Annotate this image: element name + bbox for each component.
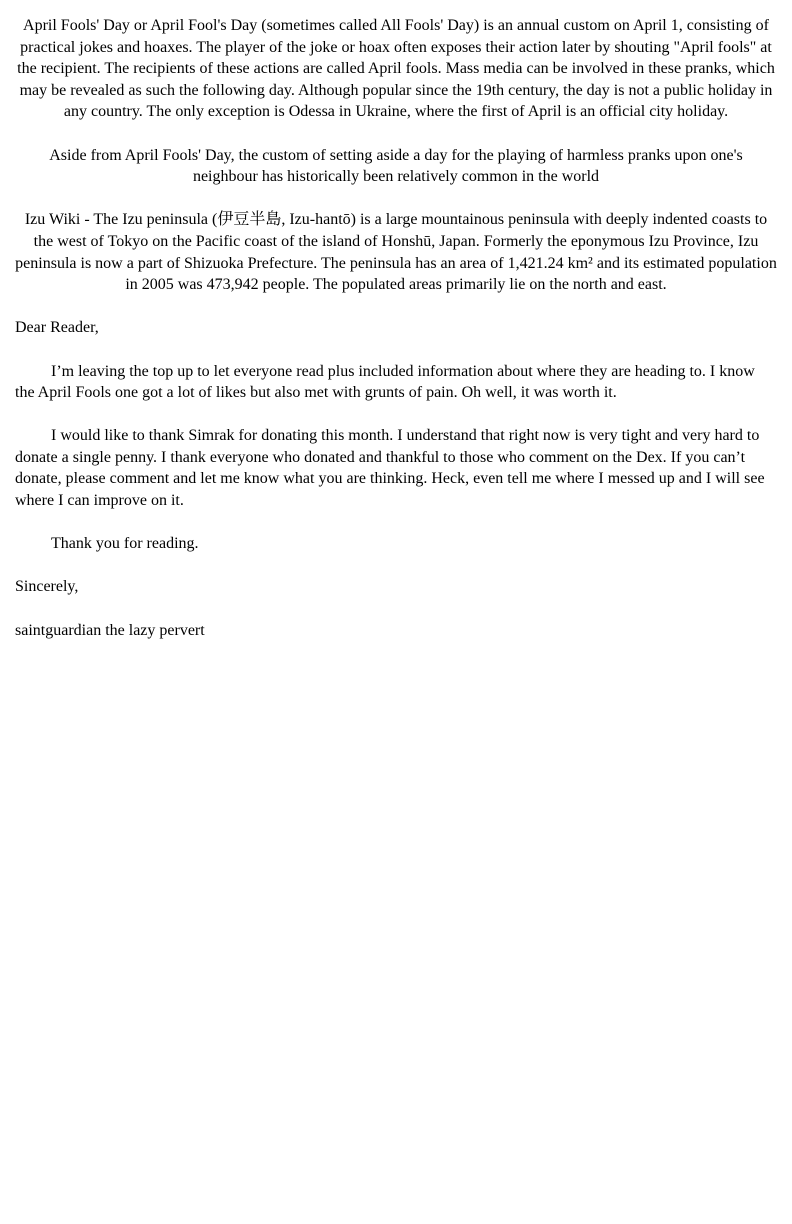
aside-paragraph: Aside from April Fools' Day, the custom of setting aside a day for the playing of harmless pranks upon one's neighbour has historically been relatively common in the world — [49, 146, 743, 186]
letter-closing: Sincerely, — [15, 578, 79, 596]
letter-paragraph-2: I would like to thank Simrak for donating this month. I understand that right now is very tight and very hard to donate a single penny. I thank everyone who donated and thankful to those who comment on the Dex. If you can’t donate, please comment and let me know what you are thinking. Heck, even tell me where I messed up and I will see where I can improve on it. — [15, 427, 765, 510]
april-fools-paragraph: April Fools' Day or April Fool's Day (sometimes called All Fools' Day) is an annual custom on April 1, consisting of practical jokes and hoaxes. The player of the joke or hoax often exposes their action later by shouting "April fools" at the recipient. The recipients of these actions are called April fools. Mass media can be involved in these pranks, which may be revealed as such the following day. Although popular since the 19th century, the day is not a public holiday in any country. The only exception is Odessa in Ukraine, where the first of April is an official city holiday. — [17, 17, 775, 121]
izu-wiki-text: The Izu peninsula (伊豆半島, Izu-hantō) is a large mountainous peninsula with deeply indented coasts to the west of Tokyo on the Pacific coast of the island of Honshū, Japan. Formerly the eponymous Izu Province, Izu peninsula is now a part of Shizuoka Prefecture. The peninsula has an area of 1,421.24 km² and its estimated population in 2005 was 473,942 people. The populated areas primarily lie on the north and east. — [15, 211, 777, 294]
letter-signature: saintguardian the lazy pervert — [15, 621, 205, 639]
izu-wiki-label: Izu Wiki - — [24, 211, 94, 229]
letter-greeting: Dear Reader, — [15, 319, 99, 337]
letter-paragraph-1: I’m leaving the top up to let everyone read plus included information about where they are heading to. I know the April Fools one got a lot of likes but also met with grunts of pain. Oh well, it was worth it. — [15, 362, 755, 402]
izu-wiki-paragraph — [15, 209, 777, 295]
intro-section — [15, 15, 777, 296]
letter-section — [15, 317, 777, 641]
letter-paragraph-3: Thank you for reading. — [51, 535, 199, 553]
